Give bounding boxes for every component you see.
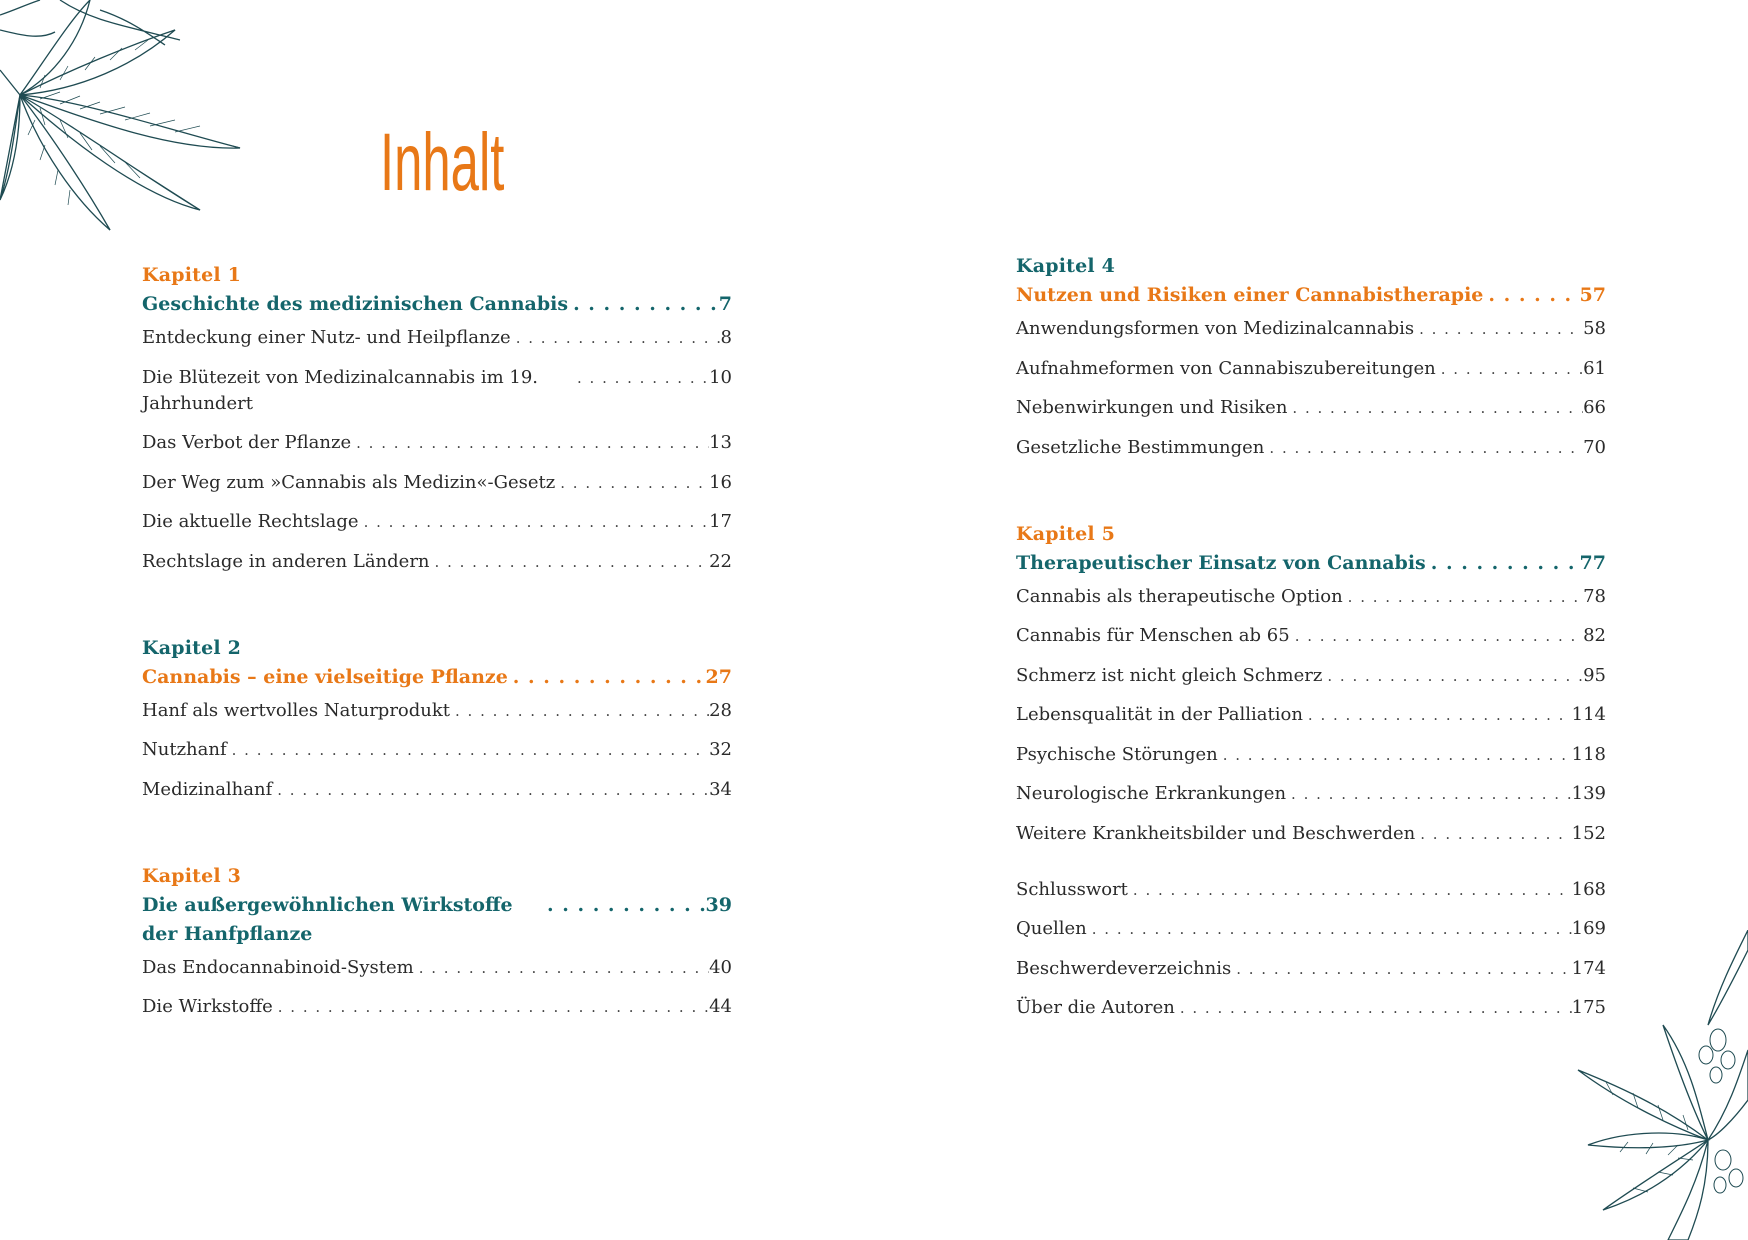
toc-entry[interactable]	[1016, 742, 1606, 768]
page-number: 17	[709, 511, 732, 532]
toc-entry-autoren[interactable]	[1016, 995, 1606, 1021]
page-number: 7	[718, 293, 732, 315]
page-number: 95	[1583, 664, 1606, 686]
dot-leader	[572, 365, 709, 391]
entry-label: Das Verbot der Pflanze	[142, 432, 352, 453]
page-number: 77	[1579, 551, 1606, 574]
dot-leader	[430, 549, 710, 575]
dot-leader	[508, 663, 706, 692]
dot-leader	[1415, 821, 1571, 847]
toc-entry[interactable]	[142, 777, 732, 803]
dot-leader	[1483, 281, 1579, 310]
toc-entry[interactable]	[142, 994, 732, 1020]
page-number: 169	[1571, 918, 1606, 939]
entry-label: Weitere Krankheitsbilder und Beschwerden	[1016, 822, 1416, 844]
chapter-title-link[interactable]	[142, 663, 732, 692]
page-number: 39	[705, 893, 732, 916]
entry-label: Anwendungsformen von Medizinalcannabis	[1016, 318, 1415, 339]
dot-leader	[1426, 549, 1580, 578]
page-number: 175	[1571, 997, 1606, 1018]
toc-entry-quellen[interactable]	[1016, 916, 1606, 942]
toc-entry[interactable]	[142, 549, 732, 575]
toc-entry[interactable]	[1016, 781, 1606, 807]
toc-left-column	[142, 260, 732, 1078]
toc-entry[interactable]	[142, 430, 732, 456]
chapter-title: Cannabis – eine vielseitige Pflanze	[142, 665, 508, 688]
page-title: Inhalt	[380, 117, 505, 208]
page-number: 28	[709, 699, 732, 721]
entry-label: Der Weg zum »Cannabis als Medizin«-Gesetz	[142, 471, 556, 493]
chapter-title-link[interactable]	[142, 290, 732, 319]
toc-right-column	[1016, 251, 1606, 1035]
dot-leader	[555, 470, 709, 496]
toc-entry[interactable]	[1016, 316, 1606, 342]
entry-label: Cannabis für Menschen ab 65	[1016, 625, 1290, 646]
dot-leader	[1303, 702, 1572, 728]
page-number: 34	[709, 778, 732, 800]
chapter-title: Geschichte des medizinischen Cannabis	[142, 293, 569, 315]
entry-label: Schlusswort	[1016, 878, 1128, 900]
chapter-3	[142, 861, 732, 1021]
entry-label: Nutzhanf	[142, 739, 227, 760]
dot-leader	[414, 955, 709, 981]
chapter-title: Nutzen und Risiken einer Cannabistherapie	[1016, 284, 1484, 306]
toc-entry[interactable]	[142, 509, 732, 535]
dot-leader	[1322, 663, 1583, 689]
chapter-1	[142, 260, 732, 575]
entry-label: Nebenwirkungen und Risiken	[1016, 397, 1288, 418]
page-number: 40	[709, 956, 732, 978]
toc-entry-schlusswort[interactable]	[1016, 877, 1606, 903]
toc-entry-beschwerdeverzeichnis[interactable]	[1016, 956, 1606, 982]
entry-label: Quellen	[1016, 918, 1087, 939]
chapter-2	[142, 633, 732, 803]
page-number: 139	[1571, 783, 1606, 804]
entry-label: Entdeckung einer Nutz- und Heilpflanze	[142, 327, 511, 348]
entry-label: Das Endocannabinoid-System	[142, 956, 414, 978]
chapter-title-link[interactable]	[1016, 281, 1606, 310]
toc-entry[interactable]	[142, 955, 732, 981]
dot-leader	[273, 994, 709, 1020]
toc-entry[interactable]	[1016, 584, 1606, 610]
dot-leader	[1290, 623, 1583, 649]
page-number: 22	[709, 550, 732, 572]
page-number: 57	[1579, 284, 1606, 306]
page-number: 61	[1583, 357, 1606, 379]
page-number: 66	[1583, 397, 1606, 418]
toc-entry[interactable]	[142, 737, 732, 763]
page-number: 70	[1583, 436, 1606, 458]
dot-leader	[351, 430, 709, 456]
toc-entry[interactable]	[1016, 395, 1606, 421]
cannabis-leaf-illustration-top-left	[0, 0, 260, 250]
chapter-title: Die außergewöhnlichen Wirkstoffe der Hanfpflanze	[142, 893, 513, 945]
entry-label: Lebensqualität in der Palliation	[1016, 704, 1303, 725]
entry-label: Medizinalhanf	[142, 778, 273, 800]
back-matter	[1016, 877, 1606, 1022]
toc-entry[interactable]	[142, 365, 732, 417]
entry-label: Die aktuelle Rechtslage	[142, 511, 359, 532]
page-number: 174	[1571, 957, 1606, 979]
entry-label: Rechtslage in anderen Ländern	[142, 550, 430, 572]
entry-label: Die Blütezeit von Medizinalcannabis im 19. Jahrhundert	[142, 366, 539, 414]
dot-leader	[1287, 395, 1583, 421]
page-number: 44	[709, 996, 732, 1017]
page-number: 114	[1571, 704, 1606, 725]
chapter-title-link[interactable]	[1016, 549, 1606, 578]
entry-label: Cannabis als therapeutische Option	[1016, 585, 1343, 607]
page-number: 8	[720, 327, 732, 348]
page-number: 118	[1571, 743, 1606, 765]
entry-label: Hanf als wertvolles Naturprodukt	[142, 699, 451, 721]
page-number: 27	[705, 665, 732, 688]
chapter-number: Kapitel 4	[1016, 255, 1116, 277]
dot-leader	[568, 290, 719, 319]
toc-entry[interactable]	[1016, 623, 1606, 649]
chapter-number: Kapitel 3	[142, 864, 242, 887]
toc-entry[interactable]	[142, 325, 732, 351]
entry-label: Die Wirkstoffe	[142, 996, 273, 1017]
dot-leader	[359, 509, 710, 535]
toc-entry[interactable]	[1016, 663, 1606, 689]
page-number: 82	[1583, 625, 1606, 646]
toc-entry[interactable]	[1016, 435, 1606, 461]
dot-leader	[227, 737, 709, 763]
chapter-number: Kapitel 5	[1016, 522, 1116, 545]
dot-leader	[1128, 877, 1572, 903]
chapter-number: Kapitel 1	[142, 264, 242, 286]
toc-entry[interactable]	[1016, 821, 1606, 847]
dot-leader	[272, 777, 709, 803]
dot-leader	[542, 891, 706, 920]
dot-leader	[1343, 584, 1583, 610]
toc-entry[interactable]	[142, 470, 732, 496]
dot-leader	[1175, 995, 1572, 1021]
page-number: 32	[709, 739, 732, 760]
entry-label: Gesetzliche Bestimmungen	[1016, 436, 1265, 458]
chapter-5	[1016, 519, 1606, 847]
entry-label: Neurologische Erkrankungen	[1016, 783, 1287, 804]
dot-leader	[1218, 742, 1572, 768]
page-number: 13	[709, 432, 732, 453]
page-number: 168	[1571, 878, 1606, 900]
chapter-number: Kapitel 2	[142, 636, 242, 659]
toc-entry[interactable]	[1016, 702, 1606, 728]
dot-leader	[511, 325, 721, 351]
chapter-4	[1016, 251, 1606, 461]
dot-leader	[1087, 916, 1572, 942]
dot-leader	[1286, 781, 1572, 807]
entry-label: Beschwerdeverzeichnis	[1016, 957, 1232, 979]
toc-entry[interactable]	[142, 698, 732, 724]
dot-leader	[1231, 956, 1571, 982]
entry-label: Über die Autoren	[1016, 997, 1175, 1018]
dot-leader	[450, 698, 709, 724]
page-number: 152	[1571, 822, 1606, 844]
entry-label: Aufnahmeformen von Cannabiszubereitungen	[1016, 357, 1436, 379]
page-number: 78	[1583, 585, 1606, 607]
entry-label: Schmerz ist nicht gleich Schmerz	[1016, 664, 1323, 686]
dot-leader	[1414, 316, 1583, 342]
chapter-title: Therapeutischer Einsatz von Cannabis	[1016, 551, 1426, 574]
entry-label: Psychische Störungen	[1016, 743, 1218, 765]
toc-entry[interactable]	[1016, 356, 1606, 382]
page-number: 10	[709, 366, 732, 388]
chapter-title-link[interactable]	[142, 891, 732, 949]
dot-leader	[1436, 356, 1583, 382]
page-number: 58	[1583, 318, 1606, 339]
dot-leader	[1264, 435, 1583, 461]
page-number: 16	[709, 471, 732, 493]
